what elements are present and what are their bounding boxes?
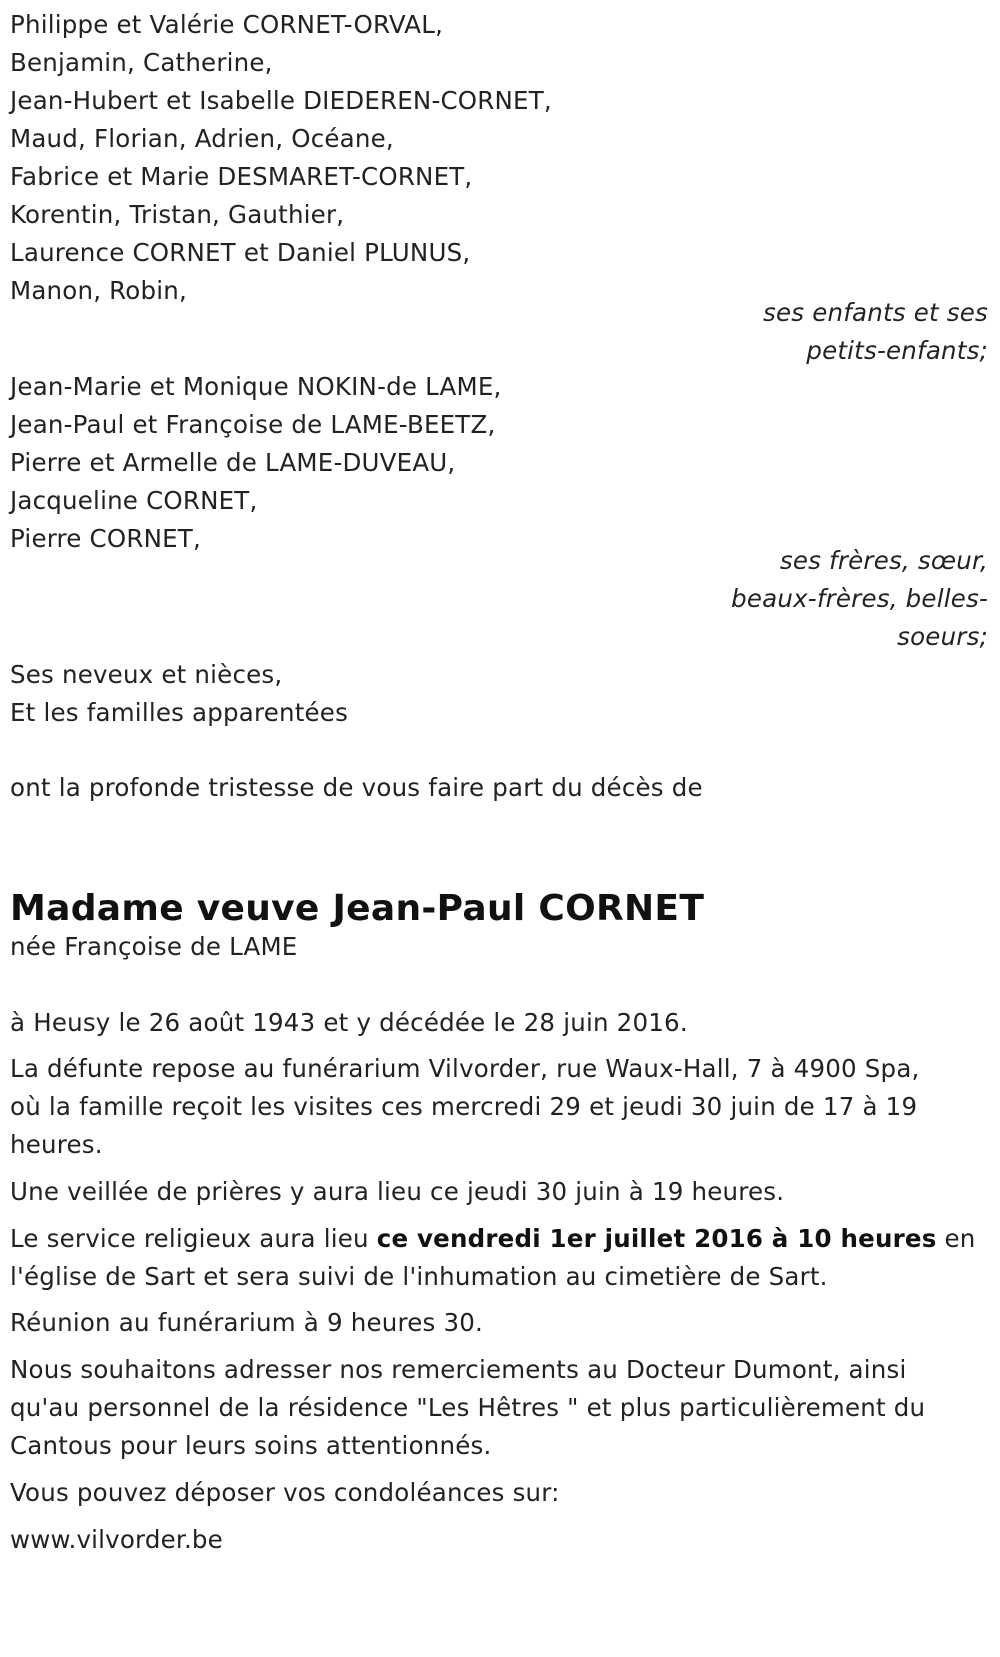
service-text (10, 1224, 975, 1254)
family-line: Maud, Florian, Adrien, Océane, (10, 124, 394, 153)
repose-text: où la famille reçoit les visites ces mercredi 29 et jeudi 30 juin de 17 à 19 (10, 1092, 918, 1121)
siblings-role-label: soeurs; (897, 622, 988, 651)
vigil-text: Une veillée de prières y aura lieu ce jeudi 30 juin à 19 heures. (10, 1177, 785, 1206)
meeting-text: Réunion au funérarium à 9 heures 30. (10, 1308, 484, 1337)
service-datetime: ce vendredi 1er juillet 2016 à 10 heures (376, 1224, 937, 1253)
condolences-label: Vous pouvez déposer vos condoléances sur: (10, 1478, 560, 1507)
family-line: Ses neveux et nièces, (10, 660, 283, 689)
family-line: Fabrice et Marie DESMARET-CORNET, (10, 162, 473, 191)
announcement-text: ont la profonde tristesse de vous faire part du décès de (10, 773, 703, 802)
dates-text: à Heusy le 26 août 1943 et y décédée le 28 juin 2016. (10, 1008, 688, 1037)
birth-name: née Françoise de LAME (10, 932, 298, 961)
service-text: l'église de Sart et sera suivi de l'inhumation au cimetière de Sart. (10, 1262, 828, 1291)
thanks-text: Cantous pour leurs soins attentionnés. (10, 1431, 492, 1460)
condolences-link-wrap (10, 1525, 223, 1555)
service-prefix: Le service religieux aura lieu (10, 1224, 377, 1253)
family-line: Jean-Marie et Monique NOKIN-de LAME, (10, 372, 502, 401)
siblings-role-label: ses frères, sœur, (779, 546, 988, 575)
family-line: Jean-Paul et Françoise de LAME-BEETZ, (10, 410, 496, 439)
family-line: Pierre CORNET, (10, 524, 201, 553)
family-line: Korentin, Tristan, Gauthier, (10, 200, 345, 229)
thanks-text: Nous souhaitons adresser nos remerciements au Docteur Dumont, ainsi (10, 1355, 907, 1384)
repose-text: heures. (10, 1130, 103, 1159)
repose-text: La défunte repose au funérarium Vilvorder, rue Waux-Hall, 7 à 4900 Spa, (10, 1054, 920, 1083)
family-line: Benjamin, Catherine, (10, 48, 273, 77)
family-line: Manon, Robin, (10, 276, 187, 305)
deceased-name: Madame veuve Jean-Paul CORNET (10, 888, 705, 929)
family-line: Et les familles apparentées (10, 698, 349, 727)
family-line: Laurence CORNET et Daniel PLUNUS, (10, 238, 471, 267)
family-line: Jean-Hubert et Isabelle DIEDEREN-CORNET, (10, 86, 552, 115)
service-suffix: en (936, 1224, 976, 1253)
thanks-text: qu'au personnel de la résidence "Les Hêtres " et plus particulièrement du (10, 1393, 926, 1422)
family-line: Philippe et Valérie CORNET-ORVAL, (10, 10, 444, 39)
children-role-label: petits-enfants; (806, 336, 988, 365)
condolences-link[interactable]: www.vilvorder.be (10, 1525, 223, 1554)
children-role-label: ses enfants et ses (763, 298, 988, 327)
family-line: Jacqueline CORNET, (10, 486, 258, 515)
family-line: Pierre et Armelle de LAME-DUVEAU, (10, 448, 456, 477)
siblings-role-label: beaux-frères, belles- (731, 584, 988, 613)
